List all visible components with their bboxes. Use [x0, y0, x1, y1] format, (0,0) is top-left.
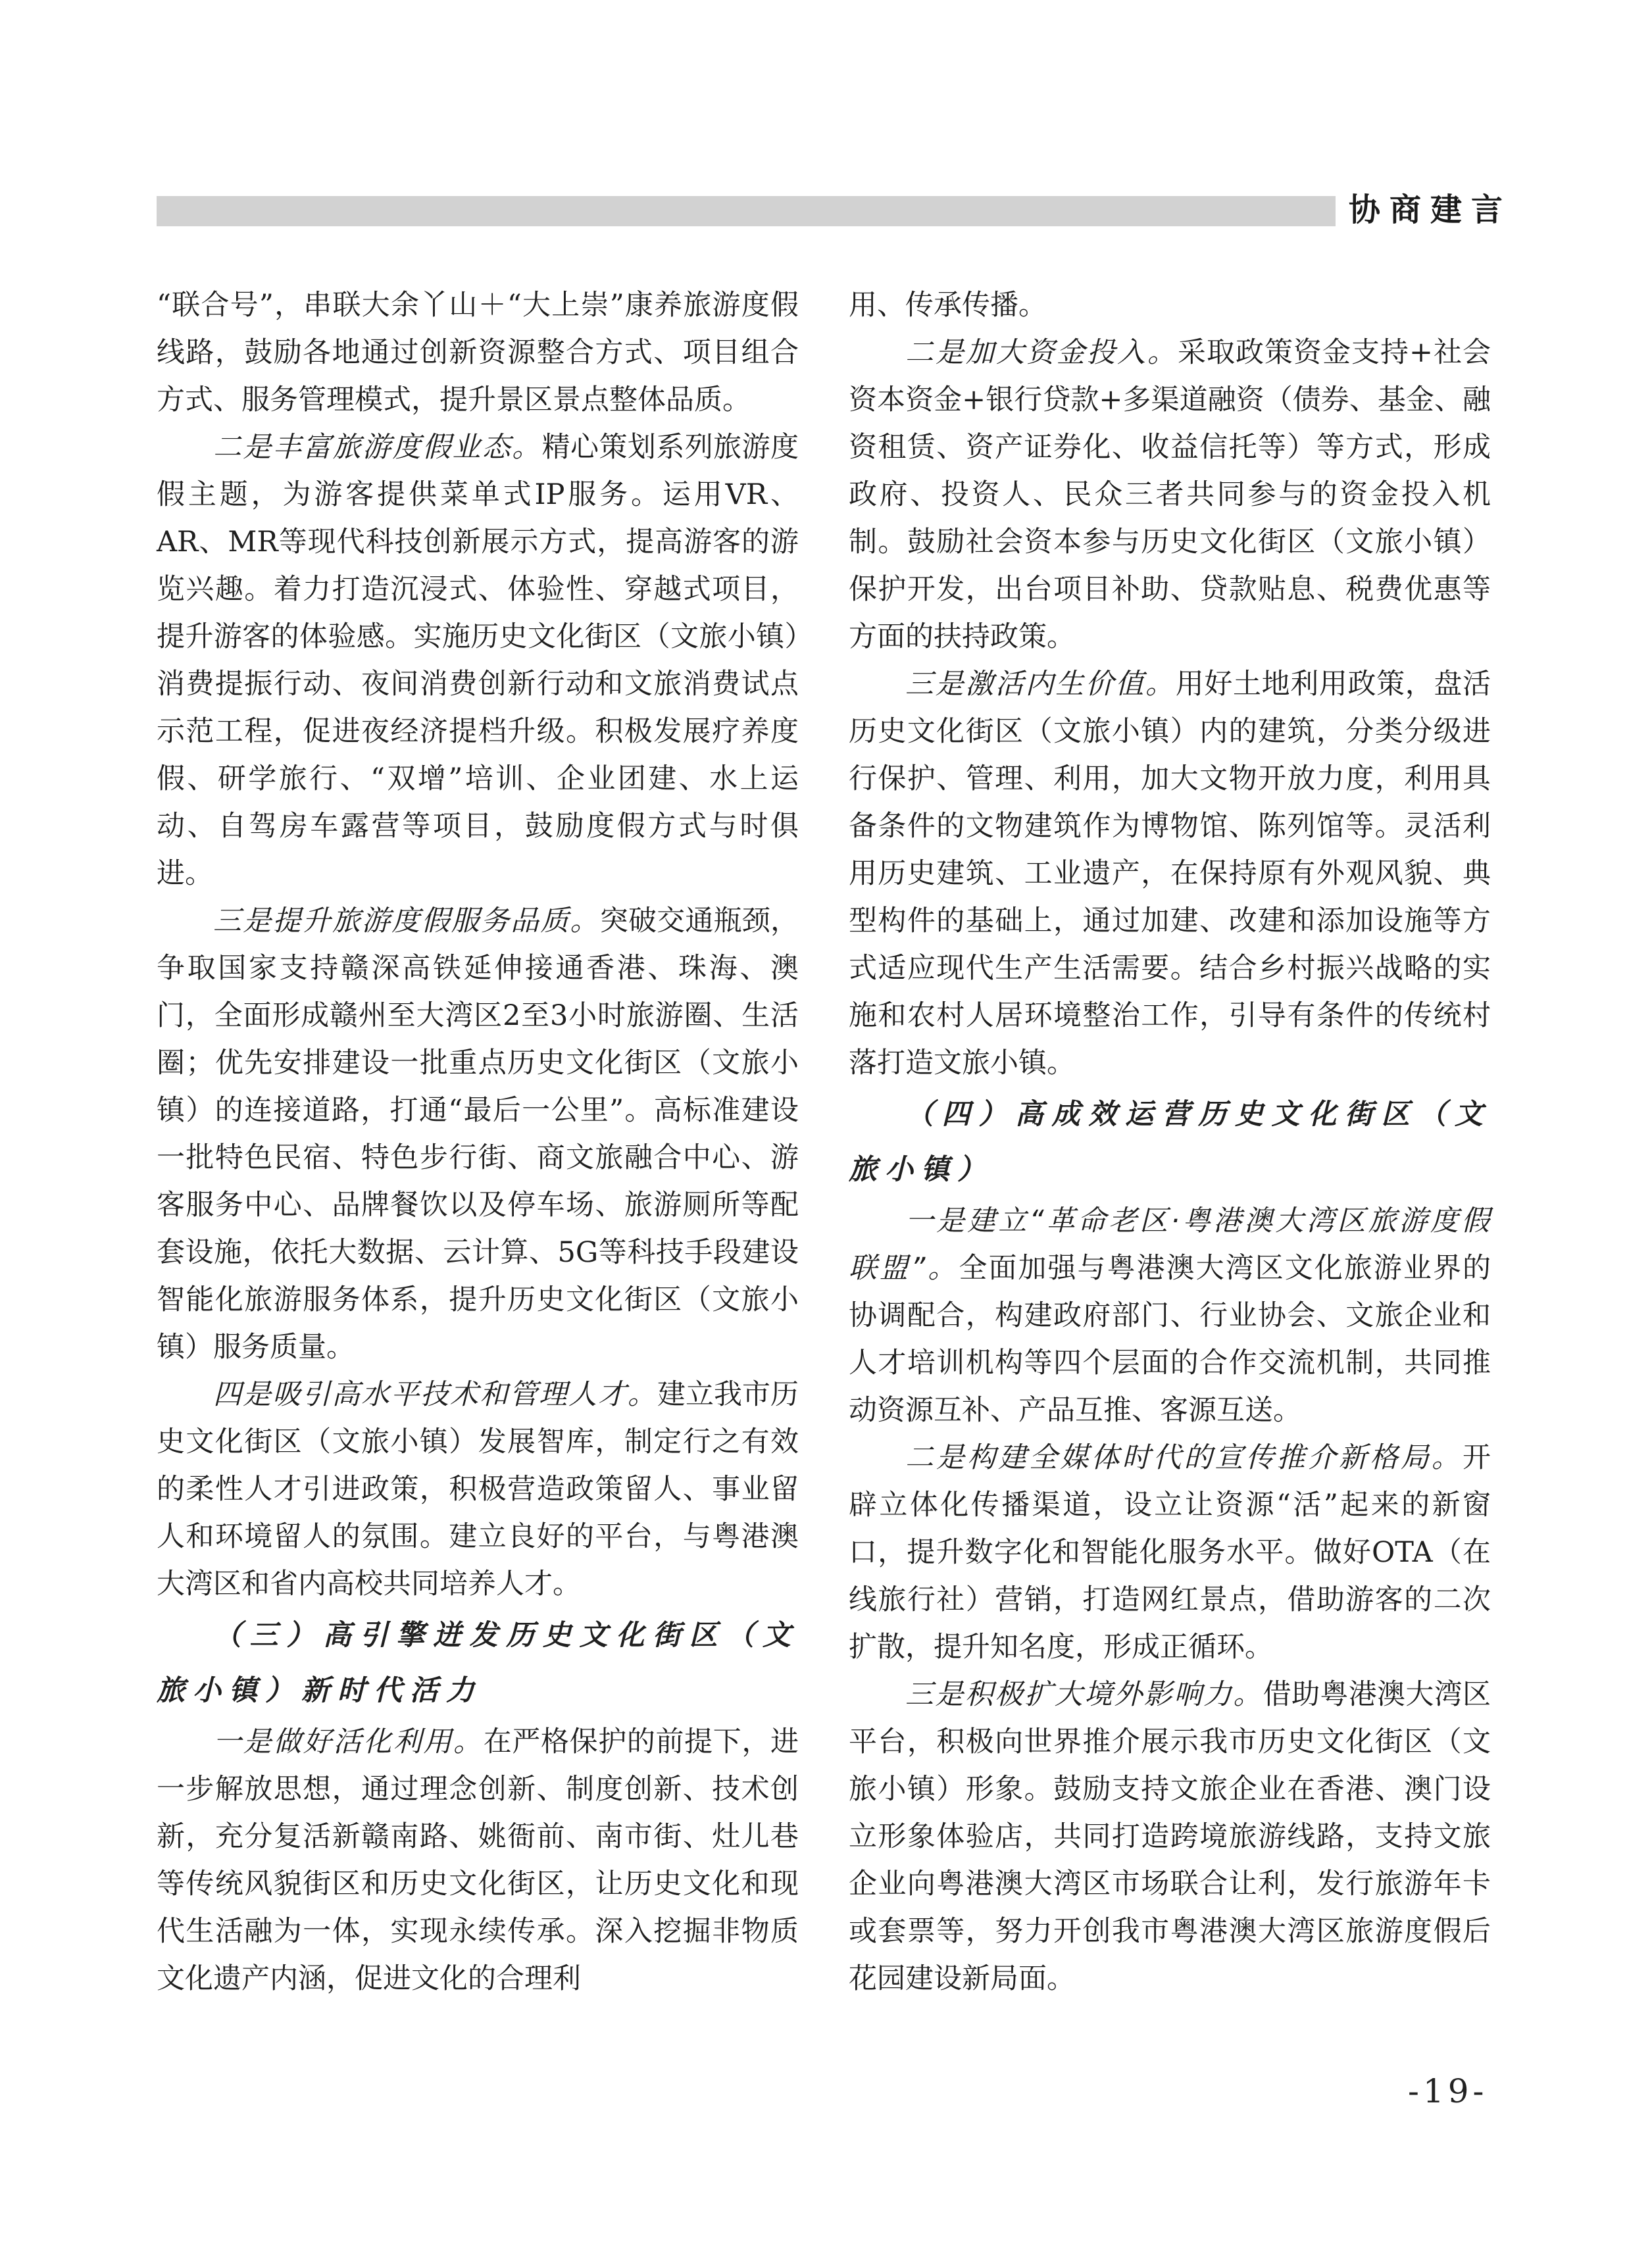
- paragraph-text: 用好土地利用政策，盘活历史文化街区（文旅小镇）内的建筑，分类分级进行保护、管理、利用，加大文物开放力度，利用具备条件的文物建筑作为博物馆、陈列馆等。灵活利用历史建筑、工业遗产，在保持原有外观风貌、典型构件的基础上，通过加建、改建和添加设施等方式适应现代生产生活需要。结合乡村振兴战略的实施和农村人居环境整治工作，引导有条件的传统村落打造文旅小镇。: [849, 668, 1491, 1079]
- paragraph-text: 全面加强与粤港澳大湾区文化旅游业界的协调配合，构建政府部门、行业协会、文旅企业和人才培训机构等四个层面的合作交流机制，共同推动资源互补、产品互推、客源互送。: [849, 1252, 1491, 1427]
- right-column: [849, 282, 1491, 2002]
- paragraph-text: 在严格保护的前提下，进一步解放思想，通过理念创新、制度创新、技术创新，充分复活新赣南路、姚衙前、南市街、灶儿巷等传统风貌街区和历史文化街区，让历史文化和现代生活融为一体，实现永续传承。深入挖掘非物质文化遗产内涵，促进文化的合理利: [157, 1725, 799, 1995]
- paragraph-lead: 二是加大资金投入。: [905, 336, 1178, 369]
- body-paragraph: [157, 1371, 799, 1608]
- body-paragraph: [157, 1718, 799, 2002]
- section-subheading: （四）高成效运营历史文化街区（文旅小镇）: [849, 1098, 1491, 1186]
- paragraph-text: 采取政策资金支持+社会资本资金+银行贷款+多渠道融资（债券、基金、融资租赁、资产证券化、收益信托等）等方式，形成政府、投资人、民众三者共同参与的资金投入机制。鼓励社会资本参与历史文化街区（文旅小镇）保护开发，出台项目补助、贷款贴息、税费优惠等方面的扶持政策。: [849, 336, 1491, 653]
- body-paragraph: [157, 282, 799, 424]
- paragraph-text: 建立我市历史文化街区（文旅小镇）发展智库，制定行之有效的柔性人才引进政策，积极营造政策留人、事业留人和环境留人的氛围。建立良好的平台，与粤港澳大湾区和省内高校共同培养人才。: [157, 1378, 799, 1600]
- body-paragraph: [849, 282, 1491, 329]
- paragraph-lead: 四是吸引高水平技术和管理人才。: [213, 1378, 657, 1411]
- paragraph-lead: 三是积极扩大境外影响力。: [905, 1678, 1263, 1711]
- paragraph-lead: 三是激活内生价值。: [905, 668, 1176, 701]
- body-paragraph: [849, 1434, 1491, 1671]
- paragraph-text: 突破交通瓶颈，争取国家支持赣深高铁延伸接通香港、珠海、澳门，全面形成赣州至大湾区2至3小时旅游圈、生活圈；优先安排建设一批重点历史文化街区（文旅小镇）的连接道路，打通“最后一公里”。高标准建设一批特色民宿、特色步行街、商文旅融合中心、游客服务中心、品牌餐饮以及停车场、旅游厕所等配套设施，依托大数据、云计算、5G等科技手段建设智能化旅游服务体系，提升历史文化街区（文旅小镇）服务质量。: [157, 905, 799, 1364]
- body-paragraph: [157, 424, 799, 897]
- body-paragraph: [849, 1197, 1491, 1434]
- section-title: 协商建言: [1349, 191, 1513, 228]
- paragraph-text: 精心策划系列旅游度假主题，为游客提供菜单式IP服务。运用VR、AR、MR等现代科技创新展示方式，提高游客的游览兴趣。着力打造沉浸式、体验性、穿越式项目，提升游客的体验感。实施历史文化街区（文旅小镇）消费提振行动、夜间消费创新行动和文旅消费试点示范工程，促进夜经济提档升级。积极发展疗养度假、研学旅行、“双增”培训、企业团建、水上运动、自驾房车露营等项目，鼓励度假方式与时俱进。: [157, 431, 799, 890]
- paragraph-lead: 一是建立“革命老区·粤港澳大湾区旅游度假联盟”。: [849, 1204, 1491, 1285]
- left-column: [157, 282, 799, 2002]
- body-paragraph: [849, 1671, 1491, 2002]
- paragraph-lead: 一是做好活化利用。: [213, 1725, 484, 1758]
- body-paragraph: [157, 897, 799, 1371]
- paragraph-text: 借助粤港澳大湾区平台，积极向世界推介展示我市历史文化街区（文旅小镇）形象。鼓励支持文旅企业在香港、澳门设立形象体验店，共同打造跨境旅游线路，支持文旅企业向粤港澳大湾区市场联合让利，发行旅游年卡或套票等，努力开创我市粤港澳大湾区旅游度假后花园建设新局面。: [849, 1678, 1491, 1995]
- header-bar: [157, 196, 1336, 226]
- paragraph-lead: 二是构建全媒体时代的宣传推介新格局。: [905, 1441, 1463, 1474]
- paragraph-text: “联合号”，串联大余丫山＋“大上崇”康养旅游度假线路，鼓励各地通过创新资源整合方式、项目组合方式、服务管理模式，提升景区景点整体品质。: [157, 289, 799, 416]
- body-paragraph: [849, 329, 1491, 660]
- section-subheading: （三）高引擎迸发历史文化街区（文旅小镇）新时代活力: [157, 1619, 799, 1707]
- paragraph-lead: 二是丰富旅游度假业态。: [213, 431, 542, 464]
- body-paragraph: [849, 660, 1491, 1087]
- paragraph-text: 用、传承传播。: [849, 289, 1047, 322]
- page-number: -19-: [1408, 2072, 1488, 2110]
- paragraph-text: 开辟立体化传播渠道，设立让资源“活”起来的新窗口，提升数字化和智能化服务水平。做好OTA（在线旅行社）营销，打造网红景点，借助游客的二次扩散，提升知名度，形成正循环。: [849, 1441, 1491, 1664]
- paragraph-lead: 三是提升旅游度假服务品质。: [213, 905, 600, 937]
